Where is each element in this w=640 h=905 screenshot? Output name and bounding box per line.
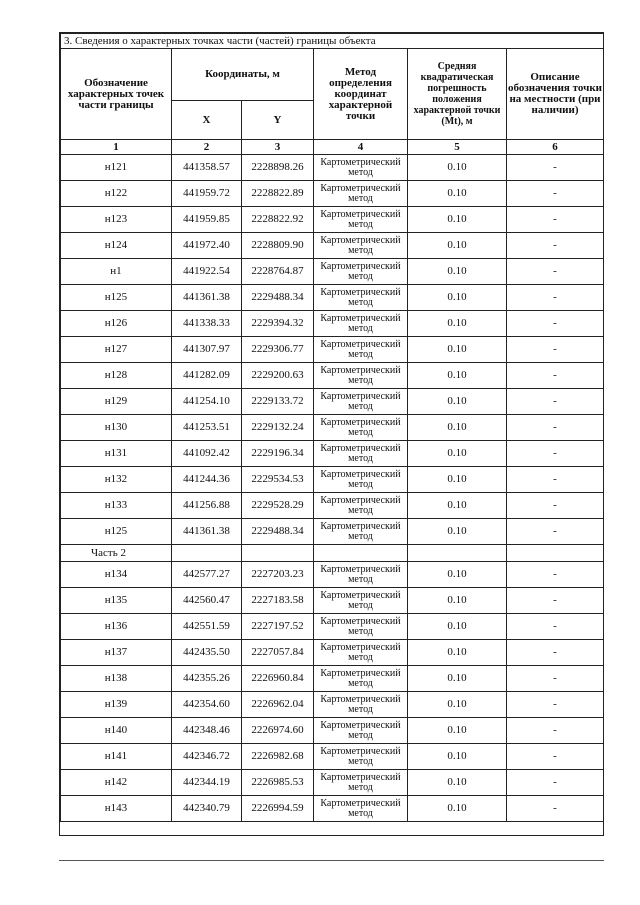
empty-cell [408,545,507,562]
method-cell: Картометрический метод [314,415,408,441]
method-cell: Картометрический метод [314,285,408,311]
point-description: - [507,588,604,614]
coordinate-y: 2229528.29 [242,493,314,519]
mean-error-value: 0.10 [408,493,507,519]
empty-cell [314,545,408,562]
coordinate-y: 2229488.34 [242,285,314,311]
coordinate-y: 2226994.59 [242,796,314,822]
point-designation: н134 [61,562,172,588]
coordinate-x: 441307.97 [172,337,242,363]
coordinate-x: 441959.85 [172,207,242,233]
header-method: Метод определения координат характерной точки [314,49,408,140]
mean-error-value: 0.10 [408,363,507,389]
table-row [61,692,604,718]
point-designation: н122 [61,181,172,207]
coordinate-y: 2229200.63 [242,363,314,389]
mean-error-value: 0.10 [408,441,507,467]
mean-error-value: 0.10 [408,640,507,666]
table-row [61,389,604,415]
point-description: - [507,233,604,259]
coordinate-x: 442344.19 [172,770,242,796]
coordinate-x: 442551.59 [172,614,242,640]
method-cell: Картометрический метод [314,337,408,363]
point-description: - [507,467,604,493]
point-designation: н139 [61,692,172,718]
empty-cell [242,545,314,562]
point-description: - [507,796,604,822]
point-designation: н137 [61,640,172,666]
column-numbers-row [61,140,604,155]
mean-error-value: 0.10 [408,389,507,415]
mean-error-value: 0.10 [408,519,507,545]
point-description: - [507,666,604,692]
table-row [61,337,604,363]
point-designation: н124 [61,233,172,259]
coordinate-y: 2226962.04 [242,692,314,718]
point-designation: н143 [61,796,172,822]
point-designation: н141 [61,744,172,770]
point-designation: н136 [61,614,172,640]
point-description: - [507,363,604,389]
coordinate-x: 442340.79 [172,796,242,822]
coordinate-y: 2227203.23 [242,562,314,588]
point-designation: н138 [61,666,172,692]
bottom-rule [59,860,604,861]
method-cell: Картометрический метод [314,562,408,588]
method-cell: Картометрический метод [314,770,408,796]
mean-error-value: 0.10 [408,796,507,822]
table-row [61,770,604,796]
mean-error-value: 0.10 [408,588,507,614]
point-designation: н129 [61,389,172,415]
column-number: 5 [408,140,507,155]
column-number: 6 [507,140,604,155]
empty-cell [172,545,242,562]
method-cell: Картометрический метод [314,692,408,718]
part-label-row [61,545,604,562]
coordinate-x: 442577.27 [172,562,242,588]
header-coordinates: Координаты, м [172,49,314,101]
table-row [61,363,604,389]
mean-error-value: 0.10 [408,181,507,207]
table-row [61,718,604,744]
point-designation: н125 [61,285,172,311]
point-description: - [507,519,604,545]
boundary-points-table-frame [59,32,604,836]
boundary-points-table [60,33,604,822]
table-row [61,744,604,770]
table-row [61,259,604,285]
point-designation: н125 [61,519,172,545]
header-designation: Обозначение характерных точек части границы [61,49,172,140]
method-cell: Картометрический метод [314,467,408,493]
table-row [61,493,604,519]
point-designation: н121 [61,155,172,181]
point-description: - [507,718,604,744]
table-row [61,614,604,640]
point-description: - [507,285,604,311]
coordinate-x: 441253.51 [172,415,242,441]
table-row [61,796,604,822]
mean-error-value: 0.10 [408,155,507,181]
method-cell: Картометрический метод [314,640,408,666]
mean-error-value: 0.10 [408,718,507,744]
method-cell: Картометрический метод [314,155,408,181]
table-row [61,467,604,493]
coordinate-x: 441358.57 [172,155,242,181]
coordinate-y: 2227057.84 [242,640,314,666]
table-row [61,640,604,666]
coordinate-y: 2226982.68 [242,744,314,770]
point-designation: н135 [61,588,172,614]
table-row [61,415,604,441]
table-row [61,155,604,181]
point-description: - [507,389,604,415]
header-x: X [172,101,242,140]
point-description: - [507,337,604,363]
table-row [61,311,604,337]
coordinate-x: 442435.50 [172,640,242,666]
table-row [61,666,604,692]
coordinate-x: 441361.38 [172,519,242,545]
point-description: - [507,415,604,441]
method-cell: Картометрический метод [314,519,408,545]
point-designation: н126 [61,311,172,337]
point-designation: н133 [61,493,172,519]
coordinate-x: 441282.09 [172,363,242,389]
header-mean-error: Средняя квадратическая погрешность положения характерной точки (Mt), м [408,49,507,140]
point-description: - [507,311,604,337]
point-description: - [507,441,604,467]
method-cell: Картометрический метод [314,441,408,467]
method-cell: Картометрический метод [314,207,408,233]
header-description: Описание обозначения точки на местности (при наличии) [507,49,604,140]
section-title: 3. Сведения о характерных точках части (частей) границы объекта [61,34,604,49]
column-number: 3 [242,140,314,155]
point-designation: н132 [61,467,172,493]
point-description: - [507,640,604,666]
method-cell: Картометрический метод [314,588,408,614]
column-number: 4 [314,140,408,155]
mean-error-value: 0.10 [408,666,507,692]
method-cell: Картометрический метод [314,363,408,389]
point-description: - [507,614,604,640]
coordinate-y: 2227183.58 [242,588,314,614]
coordinate-y: 2229534.53 [242,467,314,493]
point-description: - [507,181,604,207]
point-description: - [507,493,604,519]
point-description: - [507,259,604,285]
mean-error-value: 0.10 [408,207,507,233]
mean-error-value: 0.10 [408,562,507,588]
method-cell: Картометрический метод [314,744,408,770]
coordinate-x: 441244.36 [172,467,242,493]
point-designation: н128 [61,363,172,389]
coordinate-y: 2229133.72 [242,389,314,415]
table-row [61,181,604,207]
empty-cell [507,545,604,562]
table-row [61,285,604,311]
coordinate-x: 441256.88 [172,493,242,519]
point-description: - [507,207,604,233]
mean-error-value: 0.10 [408,285,507,311]
point-designation: н127 [61,337,172,363]
column-number: 1 [61,140,172,155]
mean-error-value: 0.10 [408,770,507,796]
coordinate-x: 441338.33 [172,311,242,337]
coordinate-y: 2228898.26 [242,155,314,181]
method-cell: Картометрический метод [314,311,408,337]
coordinate-x: 442346.72 [172,744,242,770]
coordinate-x: 442560.47 [172,588,242,614]
mean-error-value: 0.10 [408,744,507,770]
method-cell: Картометрический метод [314,718,408,744]
coordinate-x: 441254.10 [172,389,242,415]
table-row [61,562,604,588]
coordinate-x: 441092.42 [172,441,242,467]
part-label: Часть 2 [61,545,172,562]
method-cell: Картометрический метод [314,493,408,519]
coordinate-y: 2229394.32 [242,311,314,337]
method-cell: Картометрический метод [314,181,408,207]
table-row [61,519,604,545]
method-cell: Картометрический метод [314,259,408,285]
coordinate-y: 2226974.60 [242,718,314,744]
mean-error-value: 0.10 [408,467,507,493]
point-description: - [507,770,604,796]
mean-error-value: 0.10 [408,614,507,640]
point-designation: н123 [61,207,172,233]
coordinate-y: 2226985.53 [242,770,314,796]
coordinate-y: 2227197.52 [242,614,314,640]
method-cell: Картометрический метод [314,666,408,692]
point-description: - [507,744,604,770]
method-cell: Картометрический метод [314,233,408,259]
header-y: Y [242,101,314,140]
mean-error-value: 0.10 [408,337,507,363]
coordinate-x: 441361.38 [172,285,242,311]
method-cell: Картометрический метод [314,796,408,822]
point-description: - [507,692,604,718]
point-designation: н142 [61,770,172,796]
point-designation: н1 [61,259,172,285]
point-description: - [507,562,604,588]
coordinate-y: 2229488.34 [242,519,314,545]
table-row [61,588,604,614]
coordinate-x: 441922.54 [172,259,242,285]
coordinate-x: 441959.72 [172,181,242,207]
table-row [61,207,604,233]
method-cell: Картометрический метод [314,389,408,415]
coordinate-x: 442354.60 [172,692,242,718]
mean-error-value: 0.10 [408,692,507,718]
column-number: 2 [172,140,242,155]
table-row [61,233,604,259]
mean-error-value: 0.10 [408,259,507,285]
coordinate-y: 2229132.24 [242,415,314,441]
coordinate-x: 442355.26 [172,666,242,692]
mean-error-value: 0.10 [408,233,507,259]
table-row [61,441,604,467]
method-cell: Картометрический метод [314,614,408,640]
coordinate-x: 441972.40 [172,233,242,259]
point-description: - [507,155,604,181]
mean-error-value: 0.10 [408,415,507,441]
coordinate-x: 442348.46 [172,718,242,744]
point-designation: н131 [61,441,172,467]
coordinate-y: 2228822.92 [242,207,314,233]
mean-error-value: 0.10 [408,311,507,337]
coordinate-y: 2228764.87 [242,259,314,285]
coordinate-y: 2226960.84 [242,666,314,692]
coordinate-y: 2229306.77 [242,337,314,363]
point-designation: н140 [61,718,172,744]
coordinate-y: 2229196.34 [242,441,314,467]
point-designation: н130 [61,415,172,441]
coordinate-y: 2228822.89 [242,181,314,207]
coordinate-y: 2228809.90 [242,233,314,259]
